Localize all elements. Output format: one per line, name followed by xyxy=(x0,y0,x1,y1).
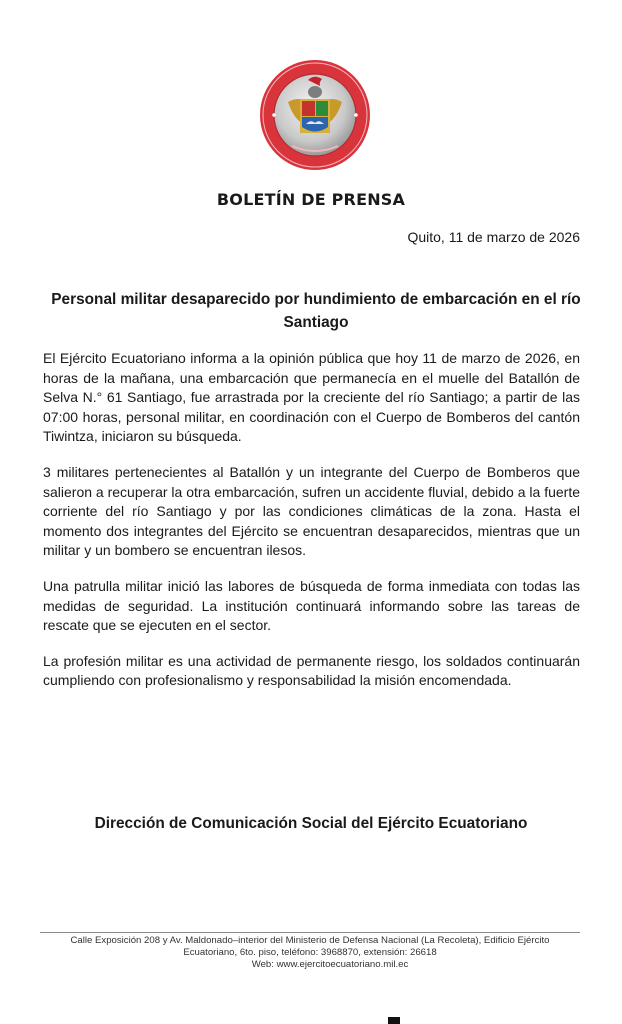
footer-address-line: Ecuatoriano, 6to. piso, teléfono: 3968870, extensión: 26618 xyxy=(183,947,437,958)
army-crest-emblem xyxy=(258,58,372,172)
document-title: BOLETÍN DE PRENSA xyxy=(216,190,406,209)
press-release-body xyxy=(43,349,580,707)
footer-address-line: Calle Exposición 208 y Av. Maldonado–interior del Ministerio de Defensa Nacional (La Recoleta), Edificio Ejército xyxy=(70,935,550,946)
paragraph: La profesión militar es una actividad de permanente riesgo, los soldados continuarán cumpliendo con profesionalismo y responsabilidad la misión encomendada. xyxy=(43,652,580,689)
paragraph: El Ejército Ecuatoriano informa a la opinión pública que hoy 11 de marzo de 2026, en horas de la mañana, una embarcación que permanecía en el muelle del Batallón de Selva N.° 61 Santiago, fue arrastrada por la creciente del río Santiago; a partir de las 07:00 horas, personal militar, en coordinación con el Cuerpo de Bomberos del cantón Tiwintza, iniciaron su búsqueda. xyxy=(43,350,580,445)
footer-divider xyxy=(40,932,580,933)
signature: Dirección de Comunicación Social del Ejército Ecuatoriano xyxy=(94,815,528,832)
paragraph: Una patrulla militar inició las labores de búsqueda de forma inmediata con todas las medidas de seguridad. La institución continuará informando sobre las tareas de rescate que se ejecuten en el sector. xyxy=(43,577,580,634)
headline: Personal militar desaparecido por hundimiento de embarcación en el río Santiago xyxy=(51,291,581,331)
footer xyxy=(40,935,580,971)
paragraph: 3 militares pertenecientes al Batallón y un integrante del Cuerpo de Bomberos que salieron a recuperar la otra embarcación, sufren un accidente fluvial, debido a la fuerte corriente del río Santiago y por las condiciones climáticas de la zona. Hasta el momento dos integrantes del Ejército se encuentran desaparecidos, mientras que un militar y un bombero se encuentran ilesos. xyxy=(43,463,580,559)
footer-web: Web: www.ejercitoecuatoriano.mil.ec xyxy=(251,959,409,970)
dateline: Quito, 11 de marzo de 2026 xyxy=(407,229,580,245)
page-mark xyxy=(388,1017,400,1024)
